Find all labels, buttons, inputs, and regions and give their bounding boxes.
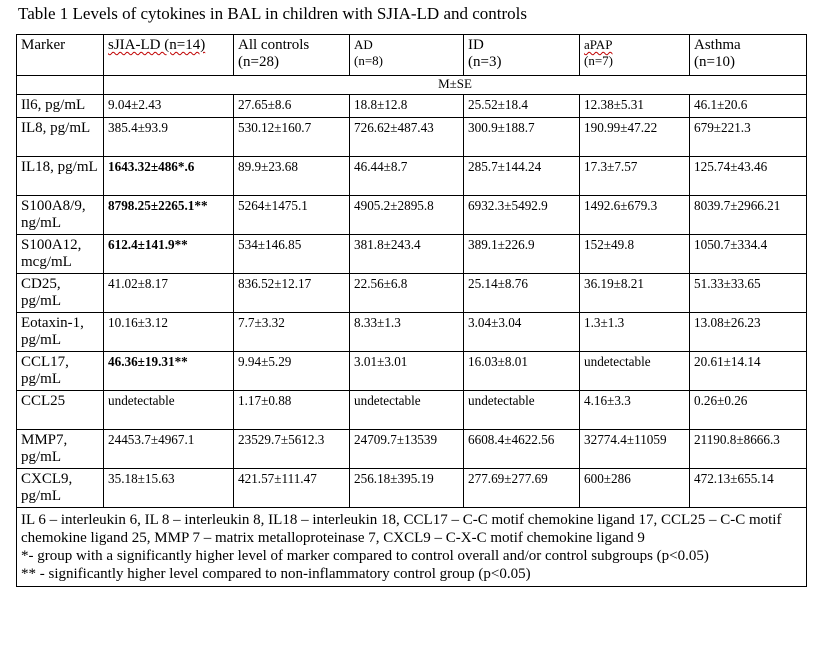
header-id: ID (n=3)	[464, 35, 580, 76]
value-cell: 612.4±141.9**	[104, 235, 234, 274]
value-cell: 8.33±1.3	[350, 313, 464, 352]
header-asthma: Asthma (n=10)	[690, 35, 807, 76]
value-cell: 385.4±93.9	[104, 118, 234, 157]
value-cell: 24709.7±13539	[350, 430, 464, 469]
header-row	[17, 35, 807, 76]
value-cell: 277.69±277.69	[464, 469, 580, 508]
value-cell: 152±49.8	[580, 235, 690, 274]
marker-cell: IL8, pg/mL	[17, 118, 104, 157]
table-row	[17, 157, 807, 196]
marker-cell: MMP7, pg/mL	[17, 430, 104, 469]
header-ad: AD (n=8)	[350, 35, 464, 76]
value-cell: 381.8±243.4	[350, 235, 464, 274]
footnote-abbreviations: IL 6 – interleukin 6, IL 8 – interleukin 8, IL18 – interleukin 18, CCL17 – C-C motif chemokine ligand 17, CCL25 – C-C motif chemokine ligand 25, MMP 7 – matrix metalloproteinase 7, CXCL9 – C-X-C motif chemokine ligand 9	[21, 512, 782, 546]
value-cell: 20.61±14.14	[690, 352, 807, 391]
value-cell: 190.99±47.22	[580, 118, 690, 157]
value-cell: 1050.7±334.4	[690, 235, 807, 274]
value-cell: undetectable	[580, 352, 690, 391]
value-cell: 1492.6±679.3	[580, 196, 690, 235]
table-row	[17, 430, 807, 469]
value-cell: 18.8±12.8	[350, 95, 464, 118]
marker-cell: IL18, pg/mL	[17, 157, 104, 196]
value-cell: 389.1±226.9	[464, 235, 580, 274]
value-cell: 5264±1475.1	[234, 196, 350, 235]
value-cell: 8798.25±2265.1**	[104, 196, 234, 235]
value-cell: undetectable	[350, 391, 464, 430]
value-cell: 679±221.3	[690, 118, 807, 157]
table-row	[17, 235, 807, 274]
table-row	[17, 274, 807, 313]
value-cell: 23529.7±5612.3	[234, 430, 350, 469]
table-row	[17, 313, 807, 352]
mse-row	[17, 76, 807, 95]
value-cell: 472.13±655.14	[690, 469, 807, 508]
table-caption: Table 1 Levels of cytokines in BAL in children with SJIA-LD and controls	[18, 4, 528, 23]
marker-cell: Eotaxin-1, pg/mL	[17, 313, 104, 352]
value-cell: 89.9±23.68	[234, 157, 350, 196]
value-cell: 534±146.85	[234, 235, 350, 274]
footnote-double-star: ** - significantly higher level compared to non-inflammatory control group (p<0.05)	[21, 566, 531, 582]
value-cell: 46.36±19.31**	[104, 352, 234, 391]
marker-cell: CD25, pg/mL	[17, 274, 104, 313]
table-row	[17, 391, 807, 430]
value-cell: 0.26±0.26	[690, 391, 807, 430]
value-cell: 421.57±111.47	[234, 469, 350, 508]
value-cell: 1.17±0.88	[234, 391, 350, 430]
value-cell: 726.62±487.43	[350, 118, 464, 157]
footnotes	[17, 508, 807, 587]
footnote-single-star: *- group with a significantly higher level of marker compared to control overall and/or control subgroups (p<0.05)	[21, 548, 709, 564]
marker-cell: CCL17, pg/mL	[17, 352, 104, 391]
value-cell: 46.44±8.7	[350, 157, 464, 196]
marker-cell: Il6, pg/mL	[17, 95, 104, 118]
value-cell: 4.16±3.3	[580, 391, 690, 430]
value-cell: 3.01±3.01	[350, 352, 464, 391]
value-cell: 51.33±33.65	[690, 274, 807, 313]
header-apap: aPAP (n=7)	[580, 35, 690, 76]
header-sjia-ld: sJIA-LD (n=14)	[104, 35, 234, 76]
cytokine-table	[16, 34, 807, 587]
value-cell: 21190.8±8666.3	[690, 430, 807, 469]
value-cell: 7.7±3.32	[234, 313, 350, 352]
header-all-controls: All controls (n=28)	[234, 35, 350, 76]
mse-label: M±SE	[104, 76, 807, 95]
header-marker: Marker	[17, 35, 104, 76]
value-cell: 10.16±3.12	[104, 313, 234, 352]
value-cell: 1643.32±486*.6	[104, 157, 234, 196]
marker-cell: CXCL9, pg/mL	[17, 469, 104, 508]
value-cell: 32774.4±11059	[580, 430, 690, 469]
value-cell: 25.14±8.76	[464, 274, 580, 313]
value-cell: 285.7±144.24	[464, 157, 580, 196]
value-cell: 9.94±5.29	[234, 352, 350, 391]
value-cell: 46.1±20.6	[690, 95, 807, 118]
value-cell: 1.3±1.3	[580, 313, 690, 352]
value-cell: 300.9±188.7	[464, 118, 580, 157]
value-cell: 27.65±8.6	[234, 95, 350, 118]
marker-cell: S100A12, mcg/mL	[17, 235, 104, 274]
table-row	[17, 196, 807, 235]
mse-empty-cell	[17, 76, 104, 95]
marker-cell: CCL25	[17, 391, 104, 430]
value-cell: 6932.3±5492.9	[464, 196, 580, 235]
value-cell: 600±286	[580, 469, 690, 508]
value-cell: 41.02±8.17	[104, 274, 234, 313]
value-cell: 36.19±8.21	[580, 274, 690, 313]
value-cell: 12.38±5.31	[580, 95, 690, 118]
value-cell: 17.3±7.57	[580, 157, 690, 196]
marker-cell: S100A8/9, ng/mL	[17, 196, 104, 235]
value-cell: 13.08±26.23	[690, 313, 807, 352]
value-cell: 836.52±12.17	[234, 274, 350, 313]
value-cell: 530.12±160.7	[234, 118, 350, 157]
value-cell: 22.56±6.8	[350, 274, 464, 313]
value-cell: 6608.4±4622.56	[464, 430, 580, 469]
value-cell: 24453.7±4967.1	[104, 430, 234, 469]
table-row	[17, 469, 807, 508]
footnotes-row	[17, 508, 807, 587]
value-cell: 256.18±395.19	[350, 469, 464, 508]
value-cell: 25.52±18.4	[464, 95, 580, 118]
table-row	[17, 352, 807, 391]
value-cell: 9.04±2.43	[104, 95, 234, 118]
value-cell: undetectable	[104, 391, 234, 430]
value-cell: 4905.2±2895.8	[350, 196, 464, 235]
value-cell: 3.04±3.04	[464, 313, 580, 352]
table-row	[17, 95, 807, 118]
value-cell: 8039.7±2966.21	[690, 196, 807, 235]
table-row	[17, 118, 807, 157]
value-cell: undetectable	[464, 391, 580, 430]
value-cell: 35.18±15.63	[104, 469, 234, 508]
value-cell: 16.03±8.01	[464, 352, 580, 391]
value-cell: 125.74±43.46	[690, 157, 807, 196]
